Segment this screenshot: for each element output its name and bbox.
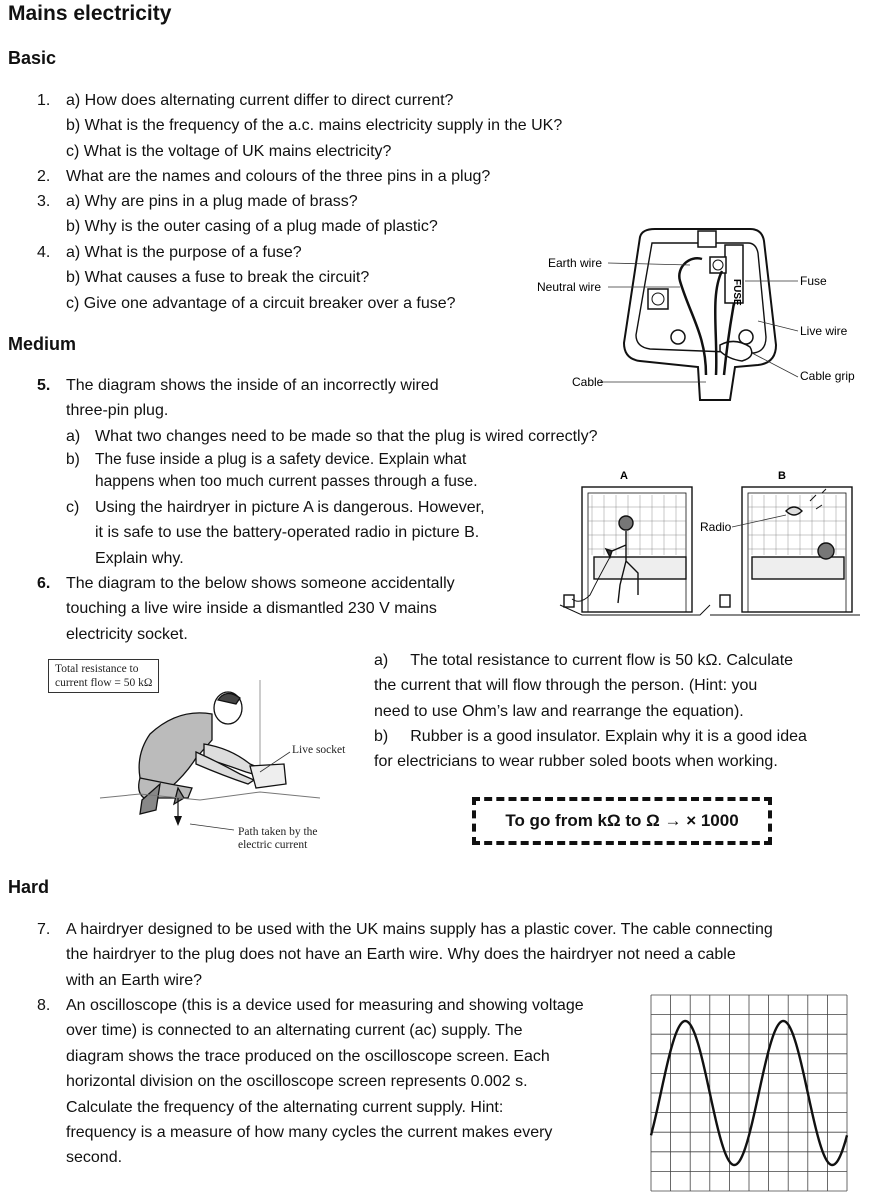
question-5c-line: Explain why. [95,549,184,567]
question-3b: b) Why is the outer casing of a plug made of plastic? [66,218,438,236]
question-7 [37,917,773,993]
question-number: 4. [37,244,51,261]
question-5-line: The diagram shows the inside of an incorrectly wired [66,377,439,394]
question-5c [66,495,485,571]
label-neutral-wire: Neutral wire [537,280,602,294]
question-4b: b) What causes a fuse to break the circuit? [66,269,370,287]
label-fuse: Fuse [800,274,827,288]
resistance-line: Total resistance to [55,663,139,675]
question-6-line: touching a live wire inside a dismantled 230 V mains [66,600,437,618]
hint-box [472,797,772,845]
question-8-line: An oscilloscope (this is a device used for measuring and showing voltage [66,997,584,1014]
question-number: 8. [37,997,51,1014]
sub-question-letter: b) [374,728,389,745]
section-heading-medium: Medium [8,334,77,354]
question-5b-line: happens when too much current passes through a fuse. [95,473,478,490]
page-title: Mains electricity [8,2,172,25]
question-6b [374,724,807,775]
sub-question-letter: c) [66,499,80,516]
plug-body [624,229,776,400]
question-number: 2. [37,168,51,185]
oscilloscope-trace [650,994,848,1192]
question-6a [374,648,793,724]
question-6-line: The diagram to the below shows someone accidentally [66,575,455,592]
question-number: 5. [37,377,51,394]
question-5c-line: it is safe to use the battery-operated radio in picture B. [95,524,480,542]
question-3a: a) Why are pins in a plug made of brass? [66,193,358,210]
question-7-line: the hairdryer to the plug does not have an Earth wire. Why does the hairdryer not need a cable [66,946,736,964]
picture-a [560,487,710,615]
question-5a-text: What two changes need to be made so that the plug is wired correctly? [95,428,598,445]
question-8-line: second. [66,1149,123,1167]
question-7-line: A hairdryer designed to be used with the UK mains supply has a plastic cover. The cable connecting [66,921,773,938]
question-1c: c) What is the voltage of UK mains electricity? [66,142,392,160]
path-line: electric current [238,839,308,851]
picture-b [710,487,860,615]
hint-text: To go from kΩ to Ω → × 1000 [505,811,739,830]
section-heading-hard: Hard [8,877,50,897]
question-6a-line: The total resistance to current flow is 50 kΩ. Calculate [410,652,794,669]
question-5b-line: The fuse inside a plug is a safety device. Explain what [95,451,467,468]
question-6 [37,571,455,647]
question-4 [37,240,456,316]
sub-question-letter: a) [66,428,81,445]
question-5b [66,449,478,493]
question-number: 1. [37,92,51,109]
question-5 [37,373,439,424]
question-number: 3. [37,193,51,210]
question-4c: c) Give one advantage of a circuit breaker over a fuse? [66,294,456,312]
sub-question-letter: a) [374,652,389,669]
question-2 [37,164,490,189]
label-current-path [238,826,318,852]
question-8-line: Calculate the frequency of the alternating current supply. Hint: [66,1098,504,1116]
label-live-wire: Live wire [800,324,848,338]
question-8-line: over time) is connected to an alternating current (ac) supply. The [66,1022,523,1040]
question-6b-line: for electricians to wear rubber soled boots when working. [374,753,778,771]
radio [786,507,802,515]
person-diagram [100,680,370,855]
label-picture-a: A [620,470,628,482]
question-2-text: What are the names and colours of the three pins in a plug? [66,168,491,185]
question-8-line: horizontal division on the oscilloscope screen represents 0.002 s. [66,1073,528,1091]
sub-question-letter: b) [66,451,80,468]
question-5a [66,424,598,449]
section-heading-basic: Basic [8,48,57,68]
label-earth-wire: Earth wire [548,256,603,270]
path-line: Path taken by the [238,826,318,838]
question-number: 7. [37,921,51,938]
question-4a: a) What is the purpose of a fuse? [66,244,302,261]
label-cable-grip: Cable grip [800,369,855,383]
question-1 [37,88,637,164]
label-radio: Radio [700,520,732,534]
question-8 [37,993,584,1171]
resistance-line: current flow = 50 kΩ [55,677,153,689]
question-6b-line: Rubber is a good insulator. Explain why it is a good idea [410,728,807,745]
label-live-socket: Live socket [292,744,346,756]
question-6-line: electricity socket. [66,625,188,643]
question-5c-line: Using the hairdryer in picture A is dangerous. However, [95,499,485,516]
question-8-line: frequency is a measure of how many cycles the current makes every [66,1124,553,1142]
question-1b: b) What is the frequency of the a.c. mains electricity supply in the UK? [66,117,563,135]
question-5-line: three-pin plug. [66,402,169,420]
question-number: 6. [37,575,51,592]
fuse-text: FUSE [731,279,742,306]
question-1a: a) How does alternating current differ to direct current? [66,92,454,109]
bathroom-diagram [560,465,865,625]
question-6a-line: need to use Ohm’s law and rearrange the equation). [374,702,744,720]
question-7-line: with an Earth wire? [66,971,203,989]
label-cable: Cable [572,375,604,389]
question-8-line: diagram shows the trace produced on the oscilloscope screen. Each [66,1047,550,1065]
question-3 [37,189,438,240]
question-6a-line: the current that will flow through the person. (Hint: you [374,677,758,695]
label-picture-b: B [778,470,786,482]
plug-diagram [530,225,870,400]
